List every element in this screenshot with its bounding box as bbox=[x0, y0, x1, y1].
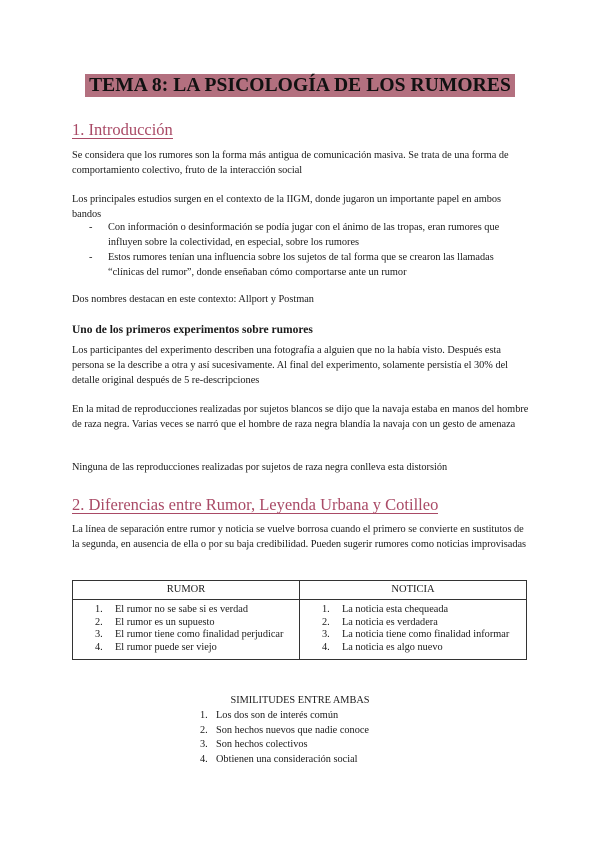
intro-dash-list bbox=[72, 220, 532, 280]
section-heading-introduccion: 1. Introducción bbox=[72, 120, 173, 139]
list-item: 2. Son hechos nuevos que nadie conoce bbox=[200, 724, 369, 736]
table-row bbox=[73, 600, 527, 660]
list-item: 3. La noticia tiene como finalidad informar bbox=[322, 629, 510, 640]
diferencias-paragraph: La línea de separación entre rumor y noticia se vuelve borrosa cuando el primero se convierte en sustitutos de la segunda, en ausencia de ella o por su baja credibilidad. Pueden sugerir rumores como noticias improvisadas bbox=[72, 524, 527, 550]
rumor-cell bbox=[73, 600, 300, 660]
list-item: 3. Son hechos colectivos bbox=[200, 739, 308, 751]
list-item: 2. El rumor es un supuesto bbox=[95, 616, 215, 628]
list-item: 3. El rumor tiene como finalidad perjudicar bbox=[95, 629, 284, 640]
table-header-row bbox=[73, 581, 527, 600]
similarities-title: SIMILITUDES ENTRE AMBAS bbox=[230, 695, 370, 706]
subheading-experiment: Uno de los primeros experimentos sobre rumores bbox=[72, 324, 313, 336]
list-item: 4. La noticia es algo nuevo bbox=[322, 641, 443, 653]
list-item: 2. La noticia es verdadera bbox=[322, 616, 438, 628]
similarities-list bbox=[180, 709, 369, 767]
list-item: 4. El rumor puede ser viejo bbox=[95, 641, 217, 653]
list-item: 4. Obtienen una consideración social bbox=[200, 753, 358, 765]
table-header-noticia: NOTICIA bbox=[300, 581, 527, 600]
list-item: - Estos rumores tenían una influencia sobre los sujetos de tal forma que se crearon las llamadas “clínicas del rumor”, donde enseñaban cómo comportarse ante un rumor bbox=[89, 252, 494, 278]
list-item: - Con información o desinformación se podía jugar con el ánimo de las tropas, eran rumores que influyen sobre la colectividad, en especial, sobre los rumores bbox=[89, 222, 500, 248]
title-wrapper bbox=[0, 74, 600, 97]
list-item: 1. El rumor no se sabe si es verdad bbox=[95, 604, 248, 615]
list-item: 1. La noticia esta chequeada bbox=[322, 604, 449, 615]
intro-paragraph-2: Los principales estudios surgen en el contexto de la IIGM, donde jugaron un importante papel en ambos bandos bbox=[72, 194, 502, 220]
rumor-list bbox=[73, 604, 299, 654]
table-header-rumor: RUMOR bbox=[73, 581, 300, 600]
experiment-paragraph-3: Ninguna de las reproducciones realizadas por sujetos de raza negra conlleva esta distorsión bbox=[72, 462, 448, 473]
experiment-paragraph-2: En la mitad de reproducciones realizadas por sujetos blancos se dijo que la navaja estaba en manos del hombre de raza negra. Varias veces se narró que el hombre de raza negra blandía la navaja con un gesto de amenaza bbox=[72, 404, 529, 430]
intro-paragraph-1: Se considera que los rumores son la forma más antigua de comunicación masiva. Se trata de una forma de comportamiento colectivo, fruto de la interacción social bbox=[72, 150, 509, 176]
noticia-cell bbox=[300, 600, 527, 660]
intro-paragraph-3: Dos nombres destacan en este contexto: Allport y Postman bbox=[72, 294, 314, 305]
page-title: TEMA 8: LA PSICOLOGÍA DE LOS RUMORES bbox=[85, 74, 515, 97]
noticia-list bbox=[300, 604, 526, 654]
section-heading-diferencias: 2. Diferencias entre Rumor, Leyenda Urbana y Cotilleo bbox=[72, 495, 439, 514]
list-item: 1. Los dos son de interés común bbox=[200, 710, 339, 721]
experiment-paragraph-1: Los participantes del experimento describen una fotografía a alguien que no la había visto. Después esta persona se la describe a otra y así sucesivamente. Al final del experimento, solamente persistía el 30% del detalle original después de 5 re-descripciones bbox=[72, 345, 509, 386]
comparison-table bbox=[72, 580, 527, 660]
